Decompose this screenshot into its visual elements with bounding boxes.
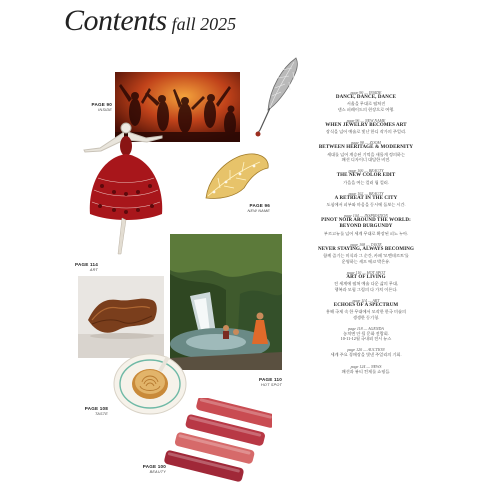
label-section: HOT SPOT (260, 383, 282, 387)
toc-description: 10-11-12월 국내외 전시 뉴스 (340, 336, 392, 342)
toc-headline: NEVER STAYING, ALWAYS BECOMING (318, 246, 414, 252)
toc-description: 행복과 모험 그림의 다 가치 이론다. (334, 286, 398, 292)
toc-description: 부르고뉴를 넘어 세계 무대로 확장된 피노 누아. (323, 230, 409, 236)
toc-entry[interactable] (296, 213, 436, 236)
ballerina-brooch-image (80, 118, 170, 256)
toc-meta: page 114 — ART (352, 297, 380, 303)
toc-meta: page 108 — TASTE (350, 241, 382, 247)
label-page: PAGE 114 (75, 262, 98, 267)
gold-leaf-brooch-image (200, 148, 272, 204)
toc-description: 전 세계에 펼쳐 예술 다운 삶의 무대, (334, 280, 398, 286)
toc-entry[interactable] (296, 140, 436, 162)
toc-meta: page 90 — INSIDE (350, 90, 382, 95)
wood-sculpture-photo (78, 276, 164, 358)
toc-description: 놓치면 안 될 문화 전람회. (343, 330, 389, 336)
toc-description: 도심에서 피부와 마음을 동시에 돌보는 시간. (326, 201, 406, 207)
wood-sculpture-image (78, 276, 164, 358)
toc-description: 운영하는 셰프 에코 박은유. (341, 258, 391, 264)
toc-entry[interactable] (296, 270, 436, 292)
label-section: BEAUTY (149, 470, 166, 474)
toc-headline: ECHOES OF A SPECTRUM (333, 302, 399, 308)
toc-entry[interactable] (296, 364, 436, 375)
toc-description: 가을을 여는 컬러 립 컬러. (343, 179, 389, 185)
toc-description: 서울을 무대로 펼쳐진 (346, 101, 386, 107)
toc-entry[interactable] (296, 90, 436, 112)
gold-leaf-brooch-photo (200, 148, 272, 204)
toc-description: 세대를 넘어 계승된 기억을 새롭게 정의하는 (326, 151, 406, 157)
toc-description: 세계 주요 경매장을 빛낸 주얼리의 기회. (330, 352, 402, 358)
label-page: PAGE 108 (84, 406, 108, 411)
toc-description: 패션 디자이너 대담한 비전. (341, 157, 391, 163)
label-hot-spot (244, 377, 282, 387)
label-beauty (126, 464, 166, 474)
title-text: Contents (64, 4, 167, 37)
toc-meta: page 98 — ZOOM (351, 140, 381, 146)
toc-description: 패션과 뷰티 컨제를 쇼핑들. (341, 368, 391, 374)
toc-meta: page 120 — AUCTION (347, 347, 385, 353)
toc-meta: page 100 — BEAUTY (348, 168, 384, 174)
toc-entry[interactable] (296, 168, 436, 185)
label-taste (70, 406, 108, 416)
toc-entry[interactable] (296, 298, 436, 320)
toc-meta: page 124 — NEWS (350, 363, 382, 369)
table-of-contents (296, 90, 436, 380)
label-page: PAGE 110 (259, 377, 282, 382)
toc-entry[interactable] (296, 326, 436, 342)
toc-entry[interactable] (296, 191, 436, 208)
toc-description: 홍해 국제 속 한 무대에서 모작한 한국 미술의 (325, 308, 407, 314)
label-section: NEW NAME (247, 209, 270, 213)
toc-description: 장식을 넘어 예술로 빛난 한디 작가의 주얼리. (325, 129, 407, 135)
toc-headline: A RETREAT IN THE CITY (334, 195, 398, 201)
lipstick-swatch-image (150, 398, 272, 486)
toc-headline: THE NEW COLOR EDIT (336, 173, 396, 179)
toc-entry[interactable] (296, 347, 436, 358)
toc-headline: BETWEEN HERITAGE & MODERNITY (318, 145, 414, 151)
lipstick-swatch-photo (150, 398, 272, 486)
label-page: PAGE 96 (249, 203, 270, 208)
toc-meta: page 110 — HOT SPOT (346, 269, 386, 275)
toc-meta: page 96 — NEW NAME (346, 117, 386, 123)
contents-title (64, 4, 236, 38)
toc-headline: DANCE, DANCE, DANCE (335, 95, 397, 100)
label-section: INSIDE (98, 108, 112, 112)
toc-meta: page 118 — AGENDA (348, 325, 384, 331)
toc-headline: PINOT NOIR AROUND THE WORLD: (321, 218, 411, 224)
toc-headline: BEYOND BURGUNDY (339, 224, 393, 230)
toc-description: 함께 즐기는 미식과 그 순간, 카페 '모멘데르트'를 (323, 252, 409, 258)
label-new-name (230, 203, 270, 213)
label-inside (70, 102, 112, 112)
toc-headline: ART OF LIVING (346, 274, 386, 280)
toc-headline: WHEN JEWELRY BECOMES ART (325, 122, 407, 128)
label-section: ART (89, 268, 98, 272)
toc-description: 생생한 동기청. (352, 314, 380, 320)
toc-entry[interactable] (296, 242, 436, 264)
label-page: PAGE 100 (142, 464, 166, 469)
label-page: PAGE 90 (91, 102, 112, 107)
season-text: fall 2025 (171, 14, 237, 34)
ballerina-brooch-photo (80, 118, 170, 256)
label-section: TASTE (95, 412, 108, 416)
toc-meta: page 104 — INSPIRATION (344, 213, 388, 219)
label-art (60, 262, 98, 272)
toc-meta: page 102 — BEAUTY (348, 190, 384, 196)
toc-entry[interactable] (296, 118, 436, 135)
toc-description: 댄스 퍼레이드의 현장으로 여행. (337, 106, 395, 112)
